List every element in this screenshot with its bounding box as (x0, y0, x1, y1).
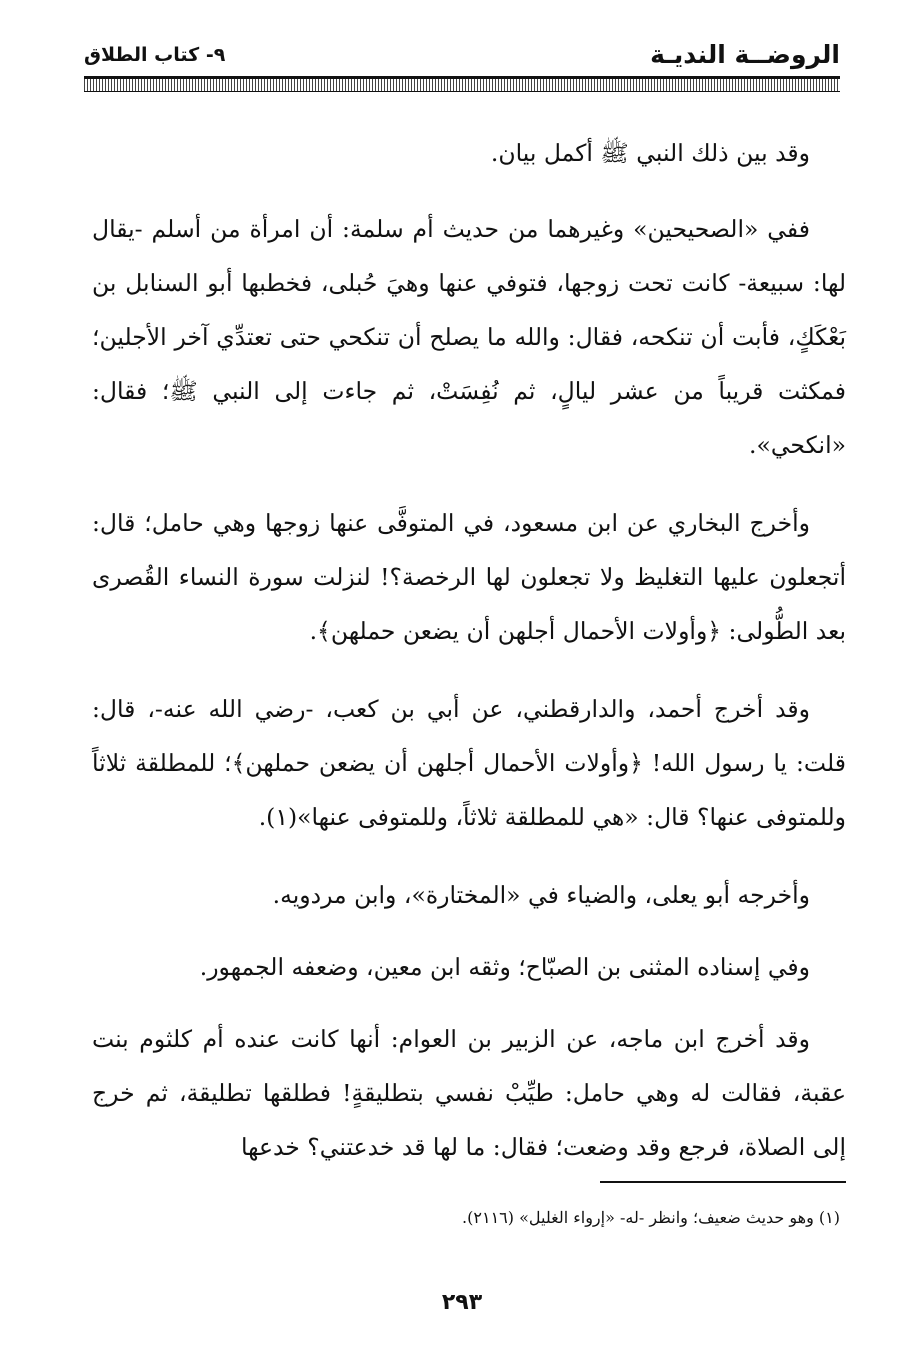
page-number: ٢٩٣ (441, 1290, 483, 1315)
paragraph-2: ففي «الصحيحين» وغيرهما من حديث أم سلمة: أن امرأة من أسلم -يقال لها: سبيعة- كانت تحت زوجها، فتوفي عنها وهيَ حُبلى، فخطبها أبو السنابل بن بَعْكَكٍ، فأبت أن تنكحه، فقال: والله ما يصلح أن تنكحي حتى تعتدِّي آخر الأجلين؛ فمكثت قريباً من عشر ليالٍ، ثم نُفِسَتْ، ثم جاءت إلى النبي ﷺ؛ فقال: «انكحي». (92, 215, 846, 459)
chapter-title: ٩- كتاب الطلاق (84, 44, 226, 66)
running-header (84, 40, 840, 76)
paragraph-7: وقد أخرج ابن ماجه، عن الزبير بن العوام: أنها كانت عنده أم كلثوم بنت عقبة، فقالت له وهي حامل: طيِّبْ نفسي بتطليقةٍ! فطلقها تطليقة، ثم خرج إلى الصلاة، فرجع وقد وضعت؛ فقال: ما لها قد خدعتني؟ خدعها (92, 1025, 846, 1161)
footnote-rule (600, 1181, 846, 1183)
paragraph-5: وأخرجه أبو يعلى، والضياء في «المختارة»، وابن مردويه. (272, 881, 810, 909)
book-title: الروضــة النديـة (650, 40, 840, 69)
paragraph-3: وأخرج البخاري عن ابن مسعود، في المتوفَّى عنها زوجها وهي حامل؛ قال: أتجعلون عليها التغليظ ولا تجعلون لها الرخصة؟! لنزلت سورة النساء القُصرى بعد الطُّولى: ﴿وأولات الأحمال أجلهن أن يضعن حملهن﴾. (92, 509, 846, 645)
footnote: (١) وهو حديث ضعيف؛ وانظر -له- «إرواء الغليل» (٢١١٦). (462, 1208, 840, 1227)
main-text (92, 126, 846, 1198)
paragraph-1: وقد بين ذلك النبي ﷺ أكمل بيان. (490, 139, 810, 167)
header-rule (84, 76, 840, 92)
paragraph-6: وفي إسناده المثنى بن الصبّاح؛ وثقه ابن معين، وضعفه الجمهور. (199, 953, 810, 981)
paragraph-4: وقد أخرج أحمد، والدارقطني، عن أبي بن كعب، -رضي الله عنه-، قال: قلت: يا رسول الله! ﴿وأولات الأحمال أجلهن أن يضعن حملهن﴾؛ للمطلقة ثلاثاً وللمتوفى عنها؟ قال: «هي للمطلقة ثلاثاً، وللمتوفى عنها»(١). (92, 695, 846, 831)
